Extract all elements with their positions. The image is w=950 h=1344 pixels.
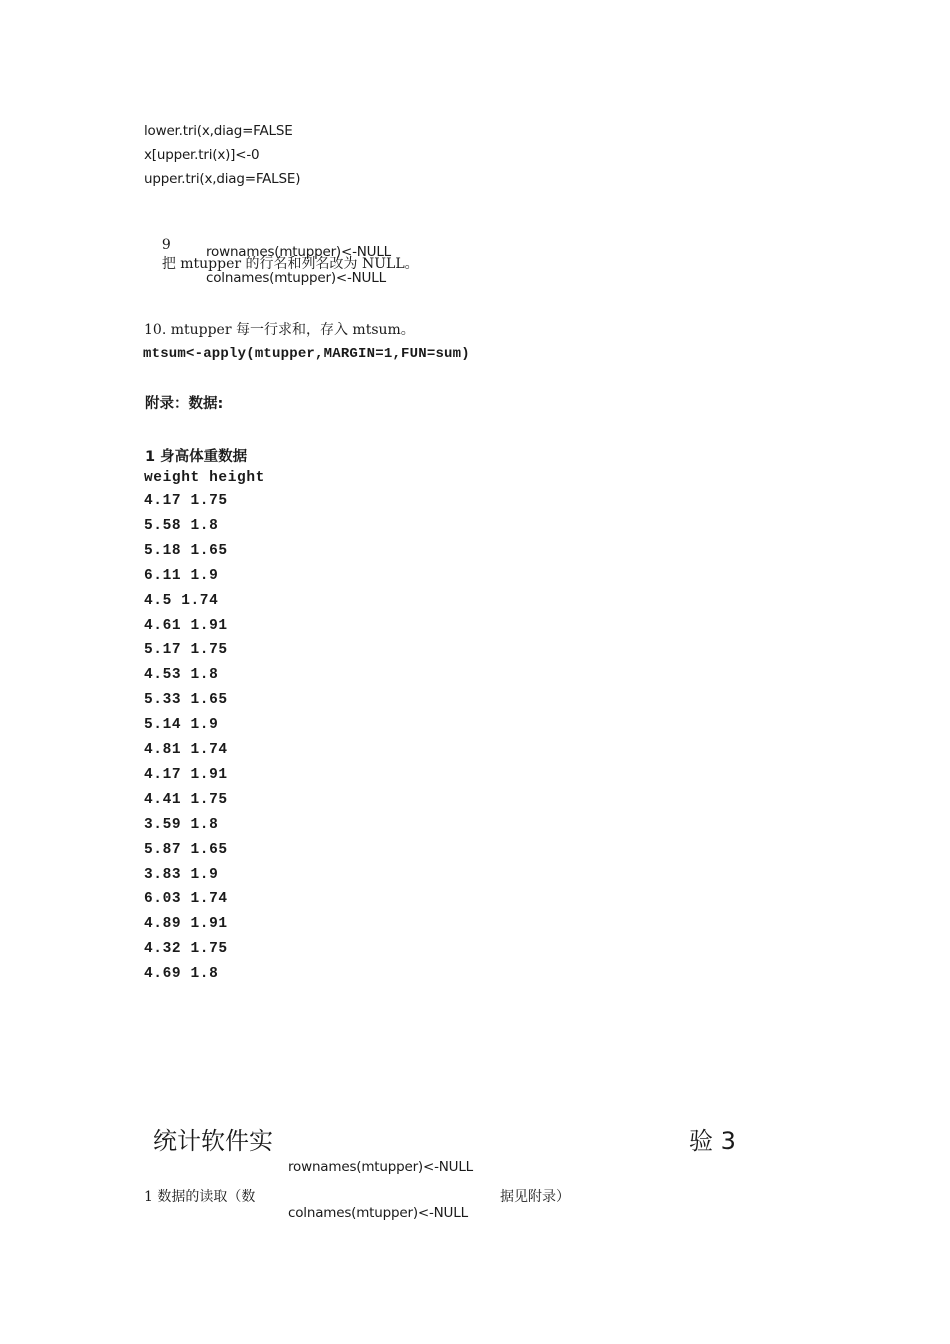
data-row: 6.03 1.74: [144, 891, 228, 908]
item-9-description: 把 mtupper 的行名和列名改为 NULL。: [161, 256, 419, 272]
footer-title-right: 验 3: [689, 1127, 736, 1155]
data-row: 4.81 1.74: [144, 742, 228, 758]
code-line-upper-tri: upper.tri(x,diag=FALSE): [144, 171, 301, 187]
data-row: 3.59 1.8: [144, 816, 219, 833]
data-row: 5.33 1.65: [144, 692, 228, 709]
data-row: 4.41 1.75: [144, 791, 228, 808]
item-9-number: 9: [161, 237, 171, 253]
data-header-row: weight height: [144, 470, 265, 486]
code-line-upper-tri-assign: x[upper.tri(x)]<-0: [144, 147, 260, 163]
footer-code-rownames: rownames(mtupper)<-NULL: [288, 1159, 474, 1175]
footer-code-colnames: colnames(mtupper)<-NULL: [288, 1205, 468, 1221]
appendix-heading: 附录：数据:: [145, 396, 224, 412]
data-row: 4.53 1.8: [144, 667, 219, 684]
data-row: 4.69 1.8: [144, 966, 219, 983]
data-row: 4.32 1.75: [144, 941, 228, 958]
data-row: 4.89 1.91: [144, 916, 228, 933]
data-row: 4.61 1.91: [144, 617, 228, 634]
item-10-text: 10. mtupper 每一行求和，存入 mtsum。: [144, 322, 415, 338]
footer-line-left: 1 数据的读取（数: [144, 1189, 256, 1205]
footer-line-right: 据见附录）: [500, 1189, 570, 1205]
footer-title-left: 统计软件实: [153, 1127, 273, 1155]
data-row: 4.17 1.75: [144, 493, 228, 509]
data-row: 4.5 1.74: [144, 592, 219, 609]
item-10-code: mtsum<-apply(mtupper,MARGIN=1,FUN=sum): [143, 346, 470, 362]
code-line-lower-tri: lower.tri(x,diag=FALSE: [144, 123, 293, 139]
appendix-section-title: 1 身高体重数据: [145, 449, 248, 465]
item-9-code-rownames: rownames(mtupper)<-NULL: [206, 244, 392, 260]
data-row: 3.83 1.9: [144, 866, 219, 883]
data-row: 5.18 1.65: [144, 542, 228, 559]
item-9-code-colnames: colnames(mtupper)<-NULL: [206, 270, 386, 286]
data-row: 5.87 1.65: [144, 841, 228, 858]
data-row: 6.11 1.9: [144, 567, 219, 584]
data-row: 5.58 1.8: [144, 517, 219, 534]
data-row: 5.17 1.75: [144, 642, 228, 659]
data-row: 4.17 1.91: [144, 766, 228, 783]
data-row: 5.14 1.9: [144, 717, 219, 734]
